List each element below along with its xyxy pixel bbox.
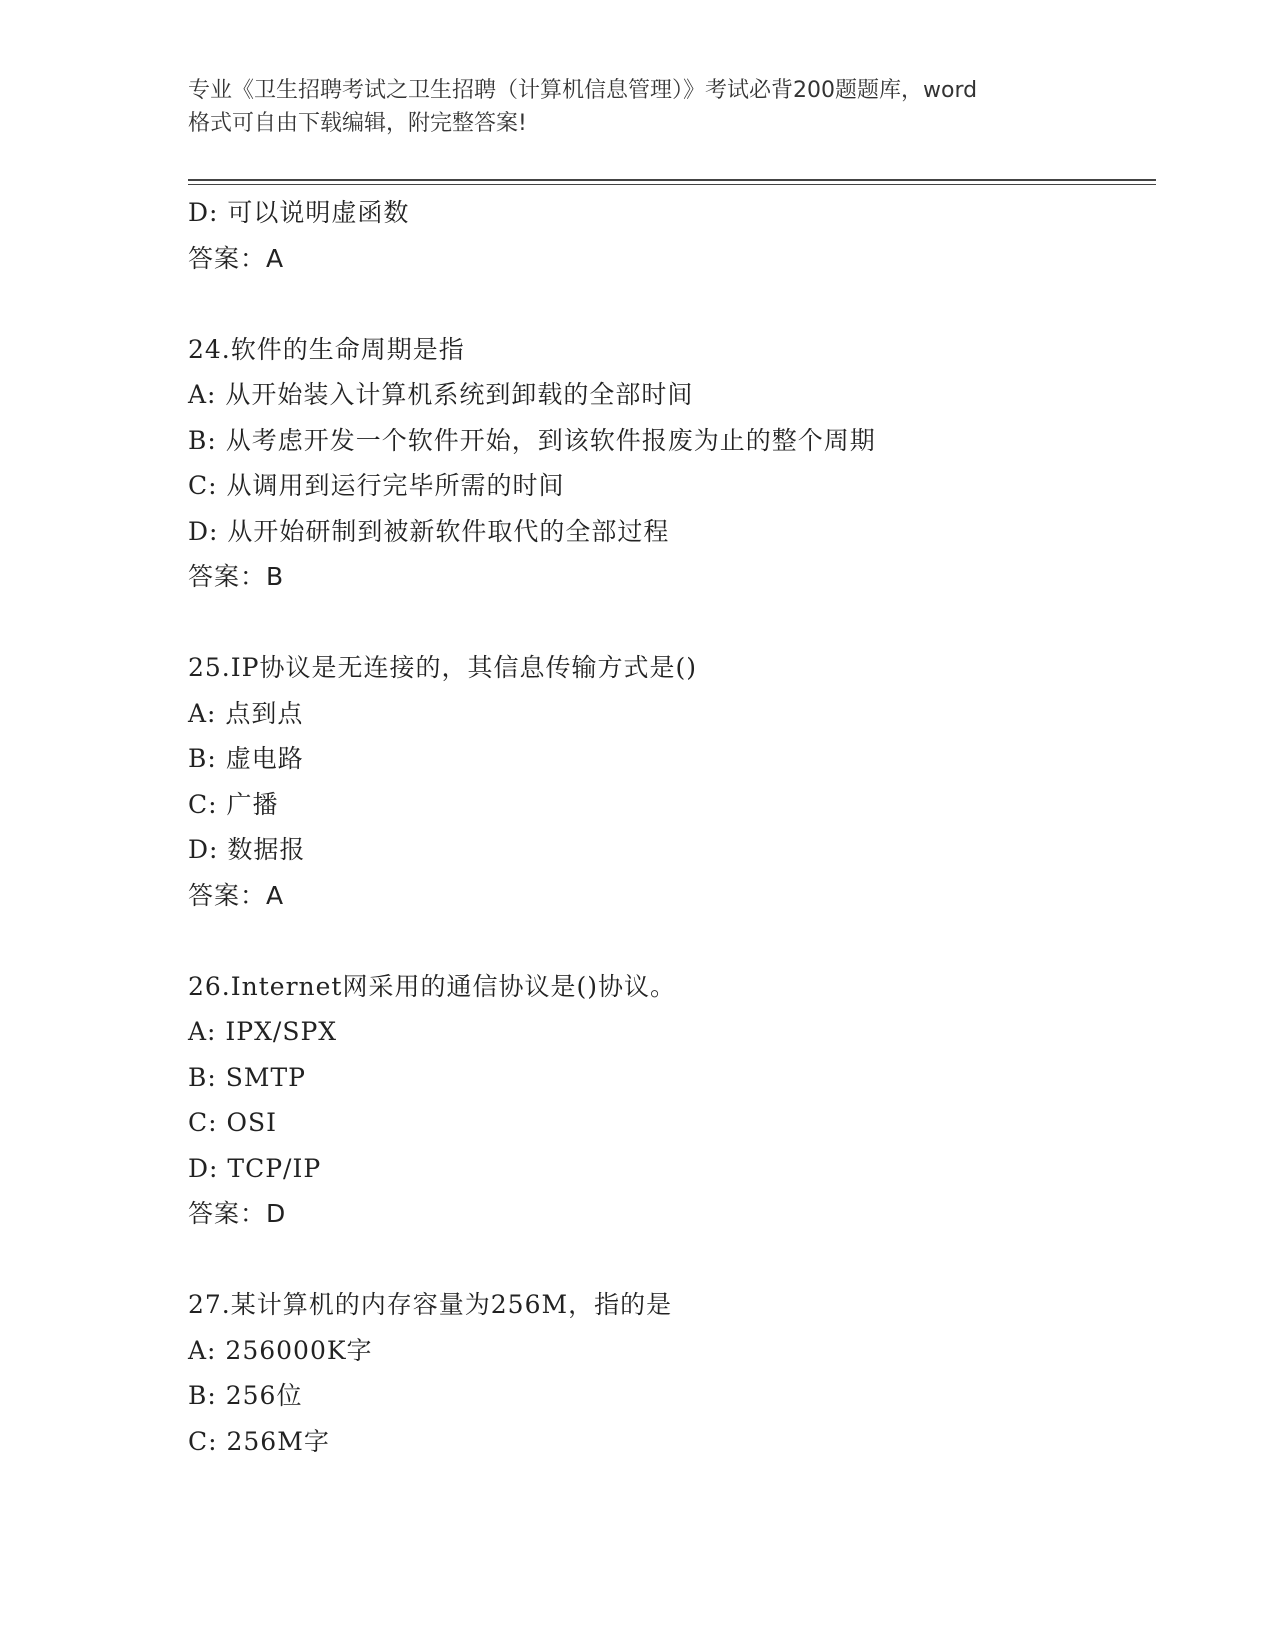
question-stem: 25.IP协议是无连接的，其信息传输方式是(): [188, 653, 697, 682]
option-c: C: 广播: [188, 789, 279, 819]
option-a: A: 点到点: [188, 698, 304, 728]
option-b: B: SMTP: [188, 1062, 306, 1092]
question-24: [188, 327, 1156, 600]
header-line-1: 专业《卫生招聘考试之卫生招聘（计算机信息管理）》考试必背200题题库，word: [188, 78, 978, 103]
option-a: A: 从开始装入计算机系统到卸载的全部时间: [188, 380, 694, 409]
option-d: D: 数据报: [188, 835, 306, 864]
option-c: C: 256M字: [188, 1426, 330, 1456]
question-25: [188, 645, 1156, 918]
answer: 答案：D: [188, 1199, 287, 1228]
question-26: [188, 964, 1156, 1237]
option-d: D: TCP/IP: [188, 1153, 322, 1183]
question-stem: 27.某计算机的内存容量为256M，指的是: [188, 1290, 673, 1319]
spacer: [188, 918, 1156, 964]
option-b: B: 从考虑开发一个软件开始，到该软件报废为止的整个周期: [188, 425, 876, 455]
header-divider: [188, 179, 1156, 185]
option-b: B: 虚电路: [188, 744, 304, 773]
previous-question-tail: [188, 190, 1156, 281]
option-a: A: IPX/SPX: [188, 1017, 338, 1046]
option-c: C: 从调用到运行完毕所需的时间: [188, 471, 565, 500]
question-stem: 24.软件的生命周期是指: [188, 334, 465, 364]
spacer: [188, 600, 1156, 646]
spacer: [188, 281, 1156, 327]
question-27: [188, 1282, 1156, 1464]
document-body: [188, 190, 1156, 1464]
answer: 答案：A: [188, 880, 285, 910]
option-c: C: OSI: [188, 1108, 277, 1137]
answer: 答案：B: [188, 562, 285, 591]
answer: 答案：A: [188, 243, 285, 273]
option-b: B: 256位: [188, 1381, 303, 1410]
header-line-2: 格式可自由下载编辑，附完整答案!: [188, 111, 527, 136]
option-d: D: 可以说明虚函数: [188, 198, 410, 227]
option-d: D: 从开始研制到被新软件取代的全部过程: [188, 516, 670, 546]
option-a: A: 256000K字: [188, 1335, 373, 1365]
question-stem: 26.Internet网采用的通信协议是()协议。: [188, 971, 676, 1001]
spacer: [188, 1237, 1156, 1283]
page-header: [188, 74, 1088, 140]
